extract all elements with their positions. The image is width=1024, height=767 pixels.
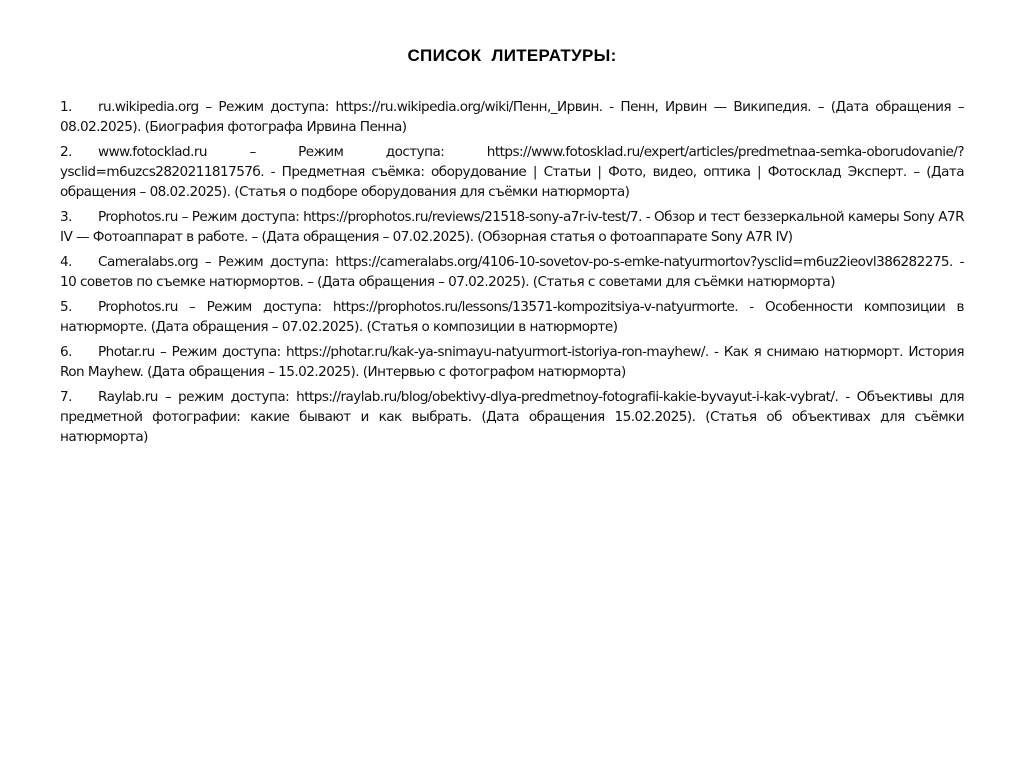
reference-number: 1. bbox=[60, 99, 72, 115]
reference-number: 3. bbox=[60, 209, 72, 225]
reference-item-4 bbox=[60, 252, 964, 292]
page-title: СПИСОК ЛИТЕРАТУРЫ: bbox=[407, 46, 617, 65]
reference-text: Cameralabs.org – Режим доступа: https://cameralabs.org/4106-10-sovetov-po-s-emke-natyurmortov?ysclid=m6uz2ieovl386282275. - 10 советов по съемке натюрмортов. – (Дата обращения – 07.02.2025). (Статья с советами для съёмки натюрморта) bbox=[60, 254, 964, 290]
reference-text: Photar.ru – Режим доступа: https://photar.ru/kak-ya-snimayu-natyurmort-istoriya-ron-mayhew/. - Как я снимаю натюрморт. История Ron Mayhew. (Дата обращения – 15.02.2025). (Интервью с фотографом натюрморта) bbox=[60, 344, 964, 380]
reference-text: Prophotos.ru – Режим доступа: https://prophotos.ru/lessons/13571-kompozitsiya-v-natyurmorte. - Особенности композиции в натюрморте. (Дата обращения – 07.02.2025). (Статья о композиции в натюрморте) bbox=[60, 299, 964, 335]
reference-number: 5. bbox=[60, 299, 72, 315]
reference-text: www.fotocklad.ru – Режим доступа: https://www.fotosklad.ru/expert/articles/predmetnaa-semka-oborudovanie/?ysclid=m6uzcs282021181757б. - Предметная съёмка: оборудование | Статьи | Фото, видео, оптика | Фотосклад Эксперт. – (Дата обращения – 08.02.2025). (Статья о подборе оборудования для съёмки натюрморта) bbox=[60, 144, 964, 200]
reference-number: 7. bbox=[60, 389, 72, 405]
reference-text: Raylab.ru – режим доступа: https://raylab.ru/blog/obektivy-dlya-predmetnoy-fotografii-kakie-byvayut-i-kak-vybrat/. - Объективы для предметной фотографии: какие бывают и как выбрать. (Дата обращения 15.02.2025). (Статья об объективах для съёмки натюрморта) bbox=[60, 389, 964, 445]
reference-item-3 bbox=[60, 207, 964, 247]
reference-item-1 bbox=[60, 97, 964, 137]
reference-item-6 bbox=[60, 342, 964, 382]
reference-text: Prophotos.ru – Режим доступа: https://prophotos.ru/reviews/21518-sony-a7r-iv-test/7. - Обзор и тест беззеркальной камеры Sony A7R IV — Фотоаппарат в работе. – (Дата обращения – 07.02.2025). (Обзорная статья о фотоаппарате Sony A7R IV) bbox=[60, 209, 964, 245]
reference-text: ru.wikipedia.org – Режим доступа: https://ru.wikipedia.org/wiki/Пенн,_Ирвин. - Пенн, Ирвин — Википедия. – (Дата обращения – 08.02.2025). (Биография фотографа Ирвина Пенна) bbox=[60, 99, 964, 135]
reference-number: 2. bbox=[60, 144, 72, 160]
reference-number: 6. bbox=[60, 344, 72, 360]
reference-list bbox=[60, 97, 964, 452]
reference-number: 4. bbox=[60, 254, 72, 270]
reference-item-5 bbox=[60, 297, 964, 337]
reference-item-2 bbox=[60, 142, 964, 202]
reference-item-7 bbox=[60, 387, 964, 447]
